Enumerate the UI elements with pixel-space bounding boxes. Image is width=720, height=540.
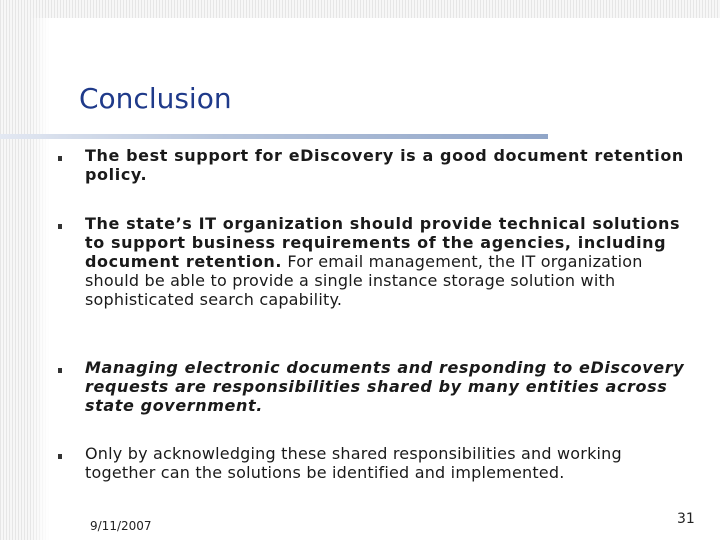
square-bullet-icon <box>58 368 62 373</box>
square-bullet-icon <box>58 156 62 161</box>
bullet-text: The best support for eDiscovery is a good document retention policy. <box>85 146 684 184</box>
bullet-text-bold-part: The state’s IT organization should provide technical solutions to support business requirements of the agencies, including document retention. <box>85 214 681 271</box>
page-number: 31 <box>677 511 695 527</box>
bullet-text-regular-part: For email management, the IT organization should be able to provide a single instance storage solution with sophisticated search capability. <box>85 252 643 309</box>
footer-date: 9/11/2007 <box>90 519 152 533</box>
bullet-text: Managing electronic documents and responding to eDiscovery requests are responsibilities shared by many entities across state government. <box>85 358 685 415</box>
panel-edge-fade <box>30 18 50 540</box>
slide-title: Conclusion <box>79 82 232 115</box>
bullet-text <box>85 214 690 309</box>
square-bullet-icon <box>58 454 62 459</box>
bullet-text: Only by acknowledging these shared responsibilities and working together can the solutions be identified and implemented. <box>85 444 622 482</box>
square-bullet-icon <box>58 224 62 229</box>
title-underline-rule <box>0 134 548 139</box>
